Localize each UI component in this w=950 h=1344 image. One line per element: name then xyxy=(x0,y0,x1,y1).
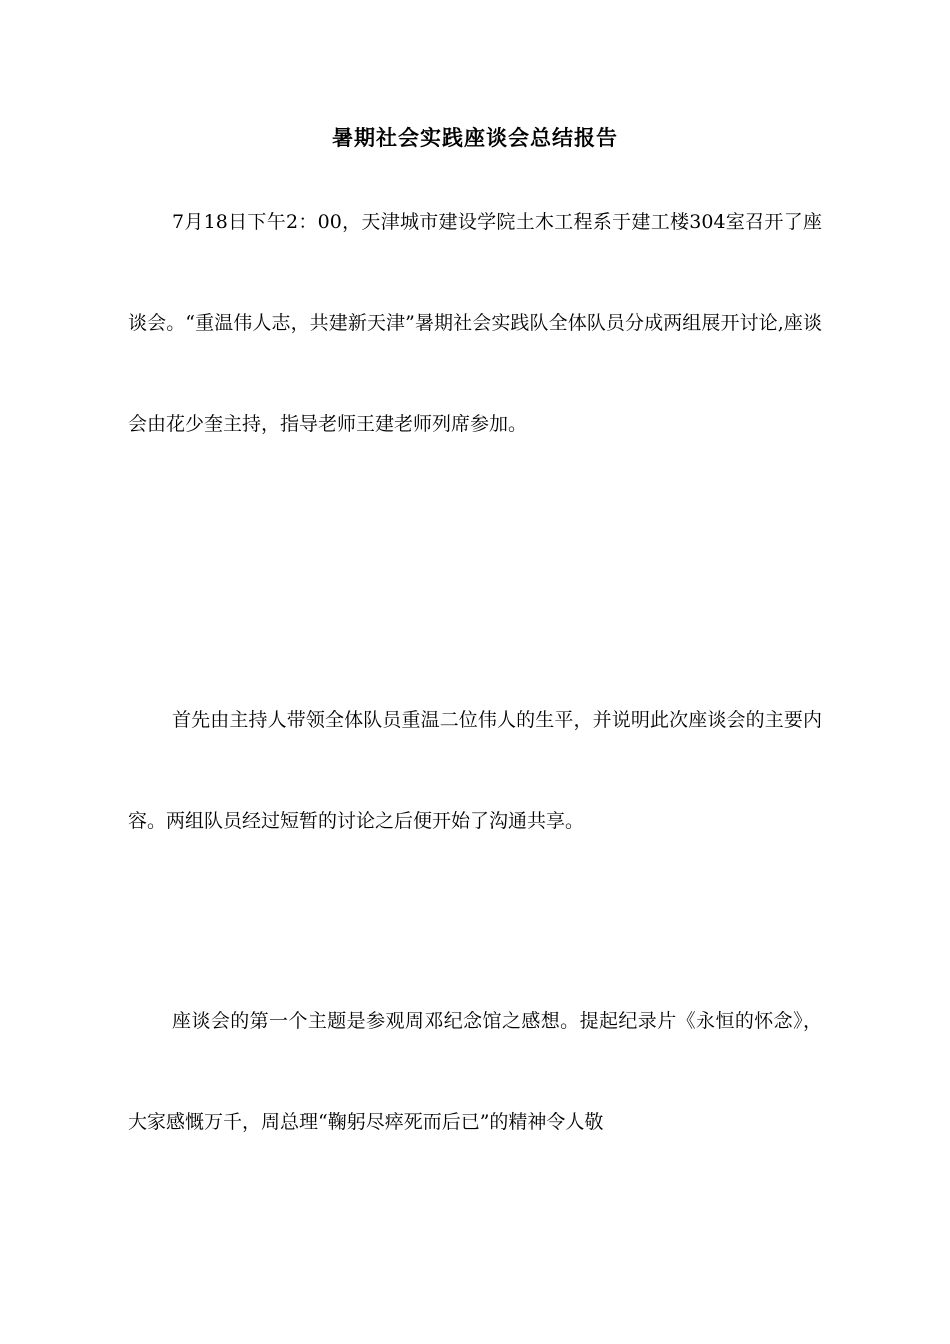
paragraph-first-topic: 座谈会的第一个主题是参观周邓纪念馆之感想。提起纪录片《永恒的怀念》，大家感慨万千，周总理“鞠躬尽瘁死而后已”的精神令人敬 xyxy=(128,1010,822,1133)
document-title: 暑期社会实践座谈会总结报告 xyxy=(332,126,618,150)
paragraph-host-opening: 首先由主持人带领全体队员重温二位伟人的生平，并说明此次座谈会的主要内容。两组队员经过短暂的讨论之后便开始了沟通共享。 xyxy=(128,709,822,832)
paragraph-meeting-intro: 7月18日下午2：00，天津城市建设学院土木工程系于建工楼304室召开了座谈会。“重温伟人志，共建新天津”暑期社会实践队全体队员分成两组展开讨论,座谈会由花少奎主持，指导老师王建老师列席参加。 xyxy=(128,211,822,435)
